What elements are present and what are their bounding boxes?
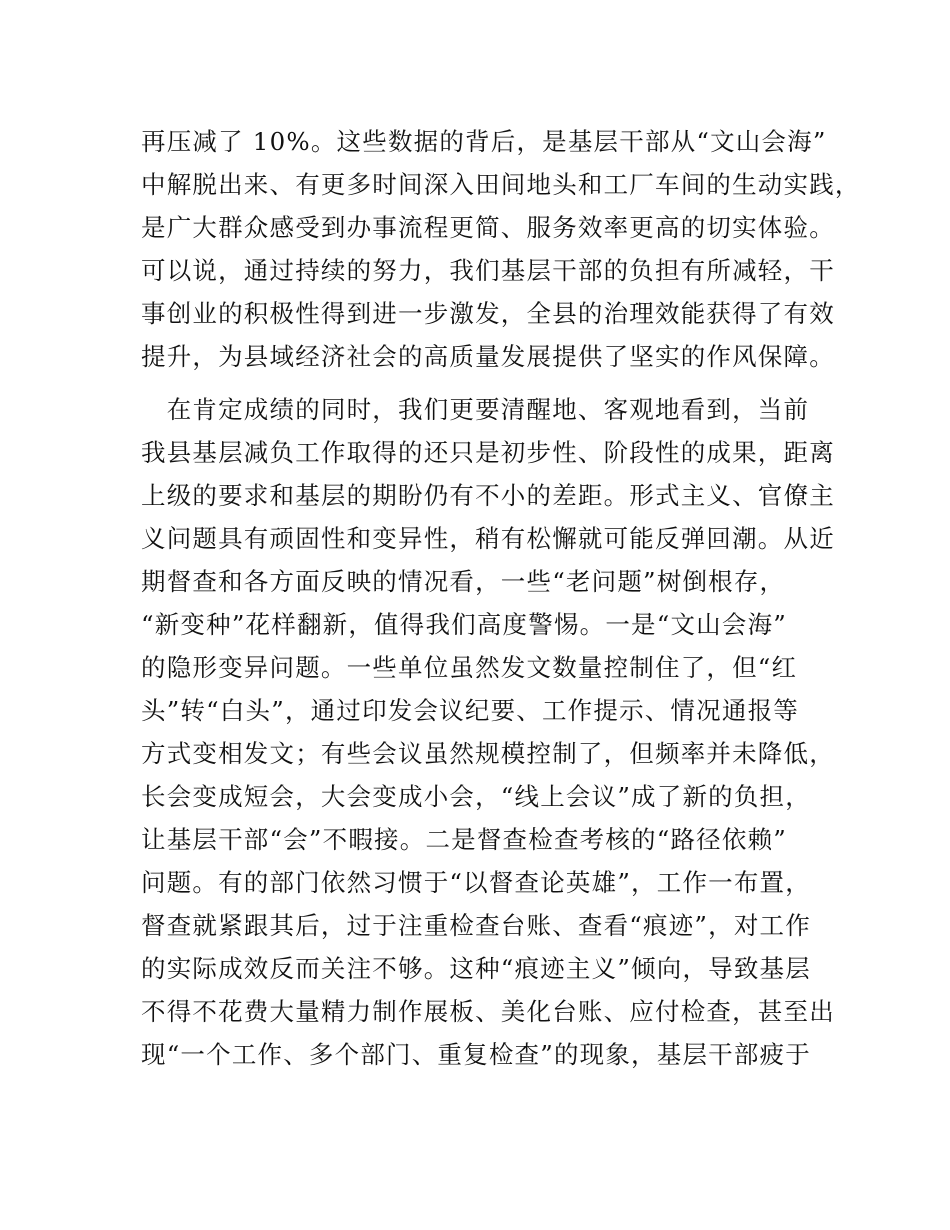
text-line: 现“一个工作、多个部门、重复检查”的现象，基层干部疲于 [141, 1040, 811, 1069]
text-line: 方式变相发文；有些会议虽然规模控制了，但频率并未降低， [141, 739, 835, 768]
text-line: 长会变成短会，大会变成小会，“线上会议”成了新的负担， [141, 782, 811, 811]
text-line: 头”转“白头”，通过印发会议纪要、工作提示、情况通报等 [141, 696, 799, 725]
text-line: 不得不花费大量精力制作展板、美化台账、应付检查，甚至出 [141, 997, 835, 1026]
text-line: 中解脱出来、有更多时间深入田间地头和工厂车间的生动实践， [141, 170, 861, 199]
text-line: 在肯定成绩的同时，我们更要清醒地、客观地看到，当前 [141, 395, 810, 424]
text-line: “新变种”花样翻新，值得我们高度警惕。一是“文山会海” [141, 610, 787, 639]
text-line: 再压减了 10%。这些数据的背后，是基层干部从“文山会海” [141, 127, 827, 156]
text-line: 问题。有的部门依然习惯于“以督查论英雄”，工作一布置， [141, 868, 811, 897]
text-line: 我县基层减负工作取得的还只是初步性、阶段性的成果，距离 [141, 438, 835, 467]
text-line: 提升，为县域经济社会的高质量发展提供了坚实的作风保障。 [141, 342, 835, 371]
text-line: 义问题具有顽固性和变异性，稍有松懈就可能反弹回潮。从近 [141, 524, 835, 553]
paragraph-2 [141, 388, 841, 1076]
paragraph-1 [141, 120, 861, 378]
text-line: 是广大群众感受到办事流程更简、服务效率更高的切实体验。 [141, 213, 835, 242]
text-line: 上级的要求和基层的期盼仍有不小的差距。形式主义、官僚主 [141, 481, 835, 510]
text-line: 事创业的积极性得到进一步激发，全县的治理效能获得了有效 [141, 299, 835, 328]
text-line: 让基层干部“会”不暇接。二是督查检查考核的“路径依赖” [141, 825, 787, 854]
text-line: 的隐形变异问题。一些单位虽然发文数量控制住了，但“红 [141, 653, 798, 682]
text-line: 督查就紧跟其后，过于注重检查台账、查看“痕迹”，对工作 [141, 911, 811, 940]
text-line: 期督查和各方面反映的情况看，一些“老问题”树倒根存， [141, 567, 786, 596]
text-line: 可以说，通过持续的努力，我们基层干部的负担有所减轻，干 [141, 256, 835, 285]
text-line: 的实际成效反而关注不够。这种“痕迹主义”倾向，导致基层 [141, 954, 811, 983]
